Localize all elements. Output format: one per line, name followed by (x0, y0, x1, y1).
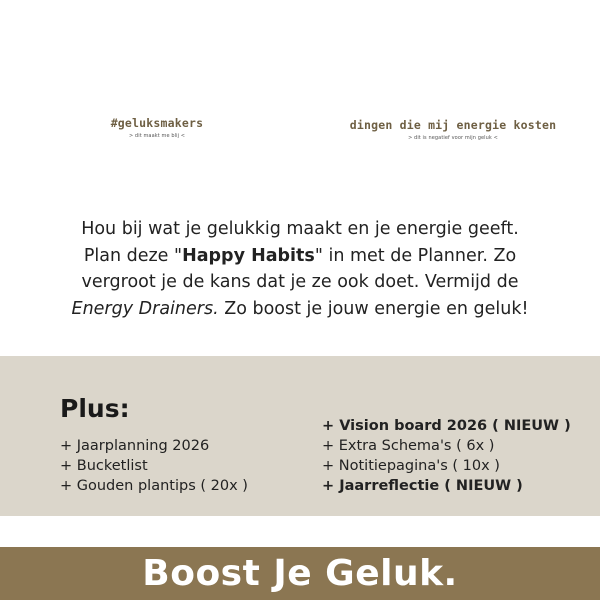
intro-part2: " in met de Planner. Zo vergroot je de kans dat je ze ook doet. Vermijd de (81, 245, 519, 292)
footer-text: Boost Je Geluk. (142, 553, 458, 594)
intro-part1: Hou bij wat je gelukkig maakt en je energie geeft. Plan deze " (81, 219, 519, 266)
intro-part3: Zo boost je jouw energie en geluk! (218, 298, 529, 319)
list-item: + Gouden plantips ( 20x ) (60, 478, 248, 494)
footer-banner (0, 547, 600, 600)
list-item: + Notitiepagina's ( 10x ) (322, 458, 500, 474)
geluksmakers-label (92, 116, 222, 139)
energy-cost-title: dingen die mij energie kosten (349, 118, 557, 132)
list-item: + Vision board 2026 ( NIEUW ) (322, 418, 571, 434)
intro-bold: Happy Habits (182, 245, 315, 266)
intro-paragraph (70, 216, 530, 322)
plus-title: Plus: (60, 394, 130, 423)
list-item: + Extra Schema's ( 6x ) (322, 438, 495, 454)
intro-italic: Energy Drainers. (71, 298, 219, 319)
plus-list-right (322, 416, 571, 496)
list-item: + Jaarplanning 2026 (60, 438, 210, 454)
list-item: + Jaarreflectie ( NIEUW ) (322, 478, 523, 494)
energy-cost-subtitle: > dit is negatief voor mijn geluk < (408, 135, 498, 141)
plus-panel (0, 356, 600, 516)
plus-list-left (60, 436, 248, 496)
geluksmakers-subtitle: > dit maakt me blij < (128, 133, 186, 139)
energy-cost-label (348, 118, 558, 141)
list-item: + Bucketlist (60, 458, 148, 474)
geluksmakers-title: #geluksmakers (110, 116, 204, 130)
